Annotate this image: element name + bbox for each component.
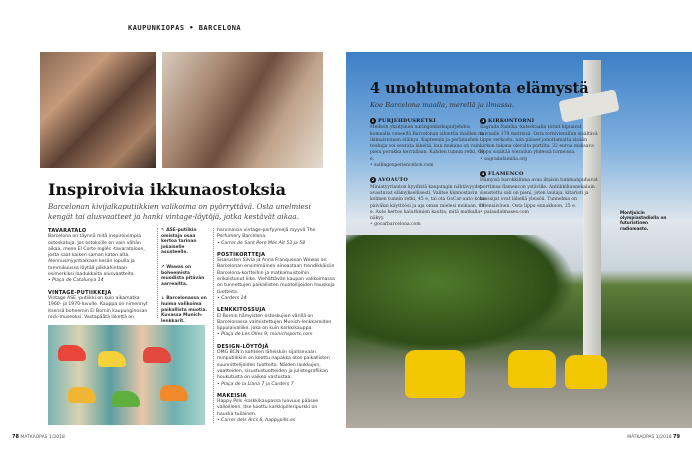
experience-link[interactable]: • gocarbarcelona.com xyxy=(370,222,421,228)
section-address: • Plaça de Les Olles 9, munichsports.com xyxy=(217,332,313,338)
experience-body: Melkein yksityinen auringonlaskupurjehdus komealla veneellä Barcelonan siluettia ihaillen on ikimuistoinen elämys. Kapteenin ja perämiehen touhuja voi seurata läheltä, kun mukana on vain pieni porukka kerrallaan. Kahden tunnin retki, 69 e. xyxy=(370,125,484,162)
section-heading: VINTAGE-PUTIIKKEJA xyxy=(48,289,112,296)
photo-gocar xyxy=(565,355,607,389)
section-address: • Carrer dels Arcs 6, happypills.es xyxy=(217,418,296,424)
page-number: 79 xyxy=(673,434,680,440)
right-page-title: 4 unohtumatonta elämystä xyxy=(370,80,589,97)
photo-caption-tower: Montjuïcin olympiastadiolla on futuristinen radiomasto. xyxy=(620,210,667,231)
experience-title: AVOAUTO xyxy=(378,177,409,184)
section-heading: LENKKITOSSUJA xyxy=(217,307,266,314)
experience-title: FLAMENCO xyxy=(488,171,524,178)
photo-gocar xyxy=(508,350,556,388)
section-body: Sisarusten Silvia ja Anna Franquesan Wawas on Barcelonan ensimmäinen ainoastaan trendikkäisiin Barcelona-kortteihin ja matkamuistoihin erikoistunut liike. Viehättävän kaupan valikoimassa on tunnettujen paikallisten muotoilijoiden hauskoja tuotteita. xyxy=(217,258,335,295)
experience-title: PURJEHDUSRETKI xyxy=(378,118,437,124)
right-page-lead: Koe Barcelona maalla, merellä ja ilmassa. xyxy=(370,101,515,109)
photo-munich-sneakers xyxy=(48,325,205,425)
column-divider xyxy=(157,228,158,318)
photo-trees xyxy=(346,235,576,355)
experience-heading xyxy=(480,171,598,177)
text-column-2 xyxy=(217,228,335,424)
experience-item xyxy=(370,177,488,228)
sneaker xyxy=(160,385,188,401)
section-heading: DESIGN-LÖYTÖJÄ xyxy=(217,343,269,350)
footer-right xyxy=(627,434,680,440)
section-address: • Plaça de Catalunya 14 xyxy=(48,278,104,284)
left-page-lead: Barcelonan kivijalkaputiikkien valikoima on pyörryttävä. Osta unelmiesi kengät tai alusvaatteet ja hanki vintage-löytöjä, jotka kestävät aikaa. xyxy=(48,202,311,221)
photo-caption: ↗ Wawas on boheemista muodista pitävän aarreaitta. xyxy=(161,264,205,287)
experience-heading xyxy=(370,118,488,124)
section-body: Barcelona on täynnä mitä inspiroivimpia ostoskatuja. Jos ostoksille on vain vähän aikaa, mene El Corte Inglés -tavarataloon, josta saat kaiken saman katon alta. Alennusmyyntiaikaan kesän lopulla ja tammikuussa löytää pilkkahintaan esimerkiksi laadukkaita alusvaatteita. xyxy=(48,234,145,278)
section-address: • Carrer de Sant Pere Més Alt 53 ja 58 xyxy=(217,240,306,246)
experience-body: Sagrada Família -katedraalin tornit kipuavat taivaalle 170 metrissä. Osta tornivierailun sisältävä lippu verkosta, niin pääset jonottamatta sisään kirkon takana olevalta portilta. 32 euroa maksava lippu sisältää vierailun yhdessä torneissa. xyxy=(480,125,598,156)
photo-vintage-shop-owner xyxy=(40,52,156,168)
number-badge: 3 xyxy=(481,118,485,123)
experience-link[interactable]: • sagradafamilia.org xyxy=(480,156,528,162)
footer-left xyxy=(12,434,65,440)
section-body: El Bornin hämyisten ostoskujien värillä on Barcelonassa valmistettujen Munich-lenkkareiden lippulaivaliike, joka on kuin karkkikauppa. xyxy=(217,313,332,332)
experience-link[interactable]: • palaudalmases.com xyxy=(480,209,529,215)
section-heading: TAVARATALO xyxy=(48,228,87,234)
left-page-title: Inspiroivia ikkunaostoksia xyxy=(48,180,287,199)
experience-body: Miniatyyriauton kyydistä kaupungin nähtävyydet avautuvat elämyksellisesti. Valitse kiinnostavin kolmen tunnin retki, 45 e, tai ota GoCar-auto koko päiväksi käyttöösi ja aja oman mielesi mukaan, 69 e. Auto kertoo kaiuttimien kautta, mitä matkalla näkyy. xyxy=(370,184,486,222)
section-body: harvinaisia vintage-parfyymejä myyvä The Perfumery Barcelona. xyxy=(217,228,316,240)
experience-column-1 xyxy=(370,118,488,237)
section-kicker: KAUPUNKIOPAS • BARCELONA xyxy=(128,24,242,32)
photo-caption: ↓ Barcelonassa on huima valikoima paikallista muotia. Kuvassa Munich-lenkkarit. xyxy=(161,296,208,324)
experience-item xyxy=(480,118,598,163)
number-badge: 2 xyxy=(371,177,375,183)
experience-column-2 xyxy=(480,118,598,224)
column-divider xyxy=(213,228,214,423)
magazine-issue: MATKAOPAS 1/2018 xyxy=(627,435,672,440)
experience-item xyxy=(480,171,598,216)
page-number: 78 xyxy=(12,434,19,440)
experience-heading xyxy=(370,177,488,183)
sneaker xyxy=(58,345,86,361)
section-body: OMG BCN:n kahteen läheiskiin sijaitsevaan minputiikkiin on koottu napakka otos paikallisten suunnittelijoiden tuotteita. Näiden laukkujen, vaatteiden, sisustustuotteiden ja julistegrafiikan houkutusta on vaikea vastustaa. xyxy=(217,350,330,381)
sneaker xyxy=(98,351,126,367)
experience-item xyxy=(370,118,488,169)
photo-gocar xyxy=(405,350,465,398)
experience-title: KIRKONTORNI xyxy=(488,118,535,124)
section-heading: POSTIKORTTEJA xyxy=(217,251,266,258)
text-column-1 xyxy=(48,228,152,321)
section-address: • Carders 14 xyxy=(217,295,247,301)
experience-heading xyxy=(480,118,598,124)
sneaker xyxy=(68,387,96,403)
photo-caption: ↖ ASE-putiikin omistaja osaa kertoa tarinan jokaiselle asusteelle. xyxy=(161,228,197,256)
photo-wawas-store xyxy=(162,52,323,168)
section-address: • Plaça de la Llana 7 ja Carders 7 xyxy=(217,381,294,387)
section-heading: MAKEISIA xyxy=(217,392,247,399)
number-badge: 4 xyxy=(481,171,485,177)
sneaker xyxy=(112,391,140,407)
number-badge: 1 xyxy=(371,118,375,123)
section-body: Vintage ASE -putiikki on kuin aikamatka 1960- ja 1970-luvulle. Kauppa on nimennyt itsensä boheemin El Bornin kaupunginosan rock-museoksi. Vastapäätä liikettä on xyxy=(48,295,148,320)
section-body: Happy Pills -karkkikaupassa luovuus pääsee valloilleen. Itse koottu karkkipilleripurkki on hauska tuliainen. xyxy=(217,399,319,417)
experience-link[interactable]: • sailingexperiencebcn.com xyxy=(370,163,434,169)
experience-body: Hämyisä barokkilinna avaa iltaisin tummanpuhuvat porttinsa flamencon ystäville. Antiikkihuonekaluin sisustettu sali on pieni, joten laulaja, kitaristi ja tanssijat ovat lähellä yleisöä. Tunnelma on intensiivinen. Osta lippu ennakkoon, 25 e. xyxy=(480,178,598,209)
sneaker xyxy=(143,347,171,363)
magazine-issue: MATKAOPAS 1/2018 xyxy=(20,435,65,440)
photo-captions xyxy=(161,228,209,333)
